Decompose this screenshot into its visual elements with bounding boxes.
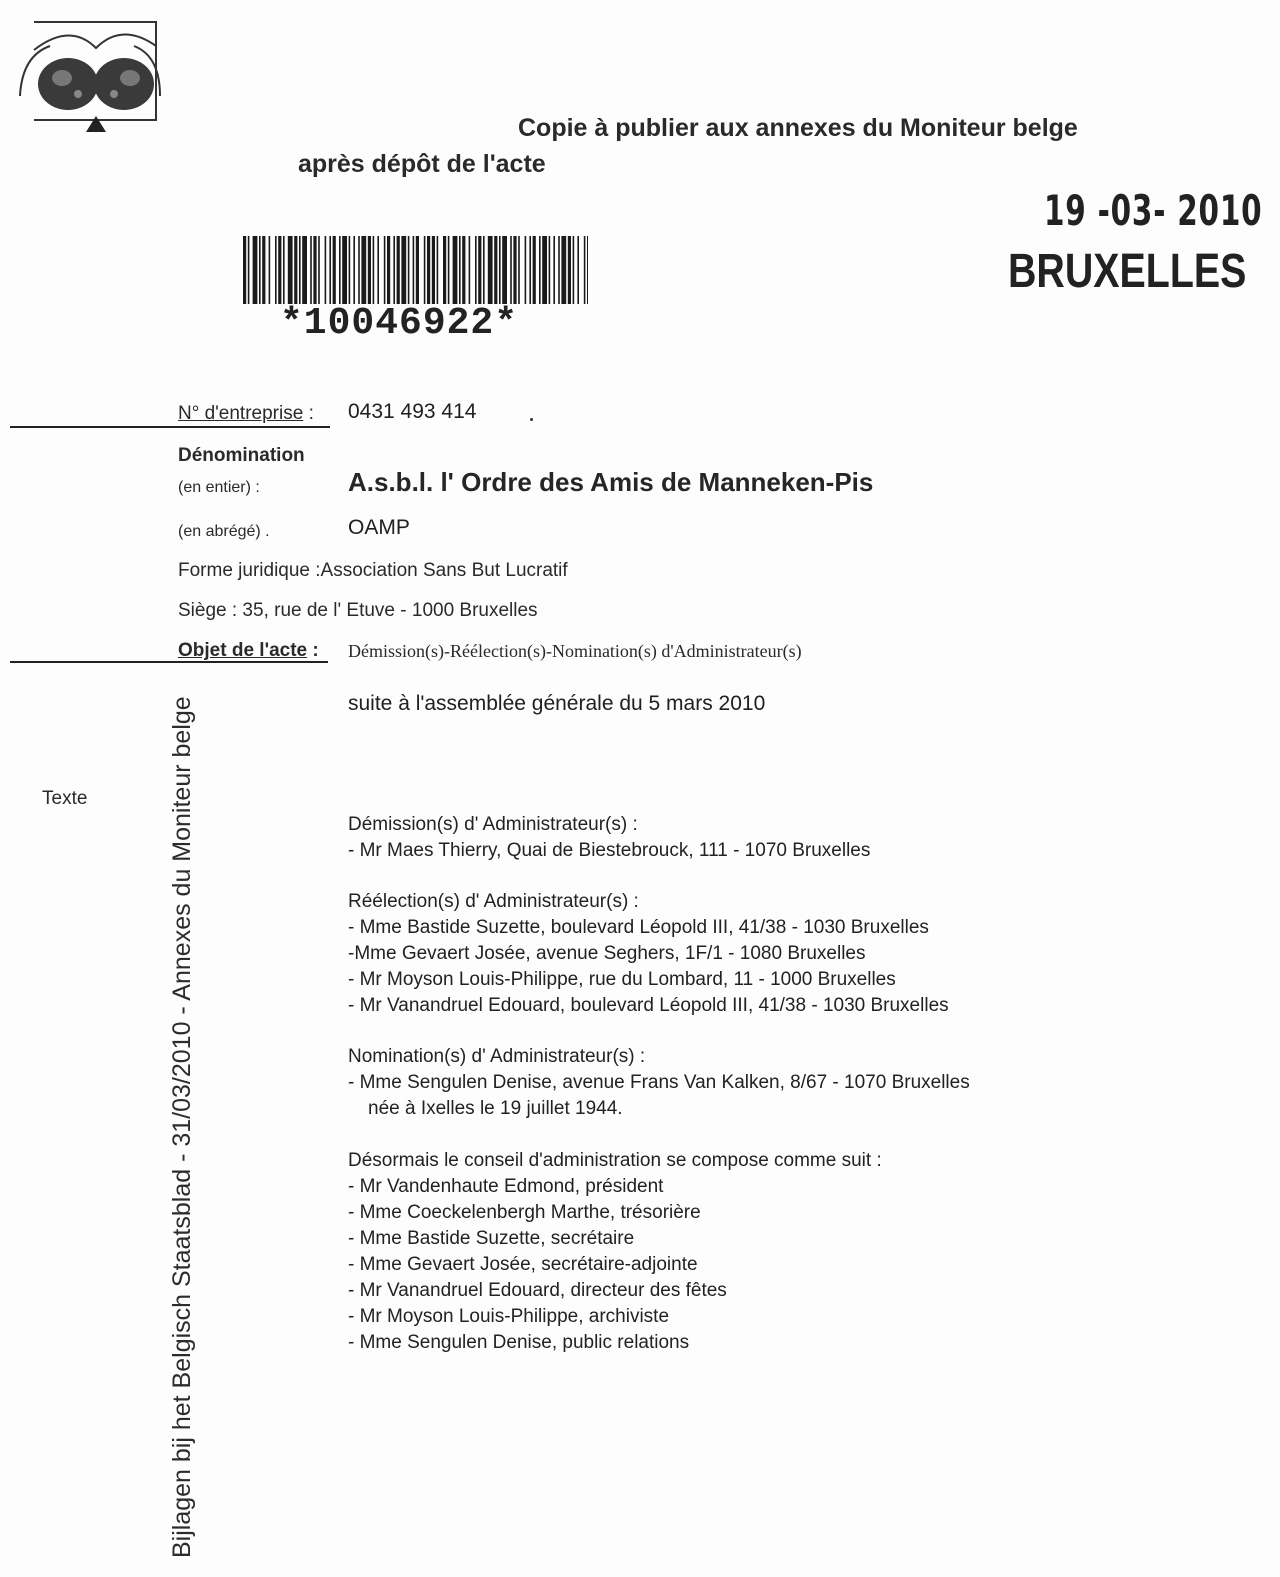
barcode-bar <box>513 236 516 304</box>
barcode-bar <box>462 236 465 304</box>
barcode-bar <box>325 236 327 304</box>
header-line-2: après dépôt de l'acte <box>298 150 546 178</box>
barcode-bar <box>518 236 520 304</box>
list-item: - Mr Vandenhaute Edmond, président <box>348 1176 664 1197</box>
barcode-bar <box>558 236 560 304</box>
list-item: - Mme Sengulen Denise, public relations <box>348 1332 690 1353</box>
list-item: -Mme Gevaert Josée, avenue Seghers, 1F/1 - 1080 Bruxelles <box>348 943 866 964</box>
barcode-bar <box>288 236 293 304</box>
barcode-bar <box>275 236 277 304</box>
barcode-bar <box>318 236 320 304</box>
barcode-bar <box>437 236 439 304</box>
moniteur-logo <box>10 16 170 136</box>
barcode-bar <box>443 236 446 304</box>
full-name-value: A.s.b.l. l' Ordre des Amis de Manneken-Pis <box>348 467 874 497</box>
barcode-bar <box>313 236 316 304</box>
barcode-bar <box>377 236 379 304</box>
board-heading: Désormais le conseil d'administration se compose comme suit : <box>348 1150 882 1171</box>
resignation-heading: Démission(s) d' Administrateur(s) : <box>348 814 638 835</box>
stamp-city: BRUXELLES <box>1008 245 1247 298</box>
list-item: - Mme Sengulen Denise, avenue Frans Van Kalken, 8/67 - 1070 Bruxelles <box>348 1072 970 1093</box>
denomination-label: Dénomination <box>178 445 305 466</box>
margin-vertical-text: Bijlagen bij het Belgisch Staatsblad - 31/03/2010 - Annexes du Moniteur belge <box>168 696 196 1558</box>
barcode-bar <box>353 236 355 304</box>
board-section <box>348 1148 882 1356</box>
barcode-bar <box>448 236 450 304</box>
list-item: - Mr Moyson Louis-Philippe, archiviste <box>348 1306 670 1327</box>
barcode-bar <box>243 236 246 304</box>
barcode-bar <box>248 236 250 304</box>
barcode-bar <box>349 236 351 304</box>
list-item: - Mme Bastide Suzette, secrétaire <box>348 1228 635 1249</box>
barcode-bar <box>269 236 271 304</box>
barcode-bar <box>397 236 400 304</box>
barcode-bar <box>253 236 258 304</box>
barcode-bar <box>573 236 575 304</box>
barcode-bar <box>393 236 395 304</box>
barcode-bar <box>294 236 297 304</box>
barcode-bar <box>533 236 536 304</box>
barcode-bar <box>424 236 426 304</box>
barcode-bar <box>283 236 285 304</box>
barcode-bar <box>416 236 419 304</box>
barcode-bar <box>427 236 430 304</box>
barcode-bar <box>339 236 341 304</box>
list-item: - Mr Maes Thierry, Quai de Biestebrouck, 111 - 1070 Bruxelles <box>348 840 871 861</box>
reelection-heading: Réélection(s) d' Administrateur(s) : <box>348 891 639 912</box>
barcode-bar <box>459 236 461 304</box>
barcode-bar <box>488 236 493 304</box>
barcode-bar <box>469 236 471 304</box>
barcode-bar <box>358 236 360 304</box>
stamp-date: 19 -03- 2010 <box>1044 186 1263 235</box>
barcode-bar <box>384 236 386 304</box>
stray-dot <box>530 418 533 421</box>
deed-object-value: Démission(s)-Réélection(s)-Nomination(s) d'Administrateur(s) <box>348 641 802 661</box>
barcode-bar <box>549 236 551 304</box>
barcode-bar <box>542 236 547 304</box>
barcode-bar <box>329 236 331 304</box>
barcode <box>243 236 588 304</box>
barcode-bar <box>262 236 265 304</box>
barcode-bar <box>401 236 406 304</box>
barcode-bar <box>387 236 390 304</box>
barcode-bar <box>510 236 512 304</box>
assembly-intro: suite à l'assemblée générale du 5 mars 2010 <box>348 692 766 715</box>
separator-line-top <box>10 426 330 428</box>
barcode-bar <box>577 236 579 304</box>
barcode-bar <box>584 236 586 304</box>
list-item: - Mr Vanandruel Edouard, directeur des fêtes <box>348 1280 727 1301</box>
short-name-label: (en abrégé) . <box>178 523 270 540</box>
barcode-bar <box>302 236 307 304</box>
texte-label: Texte <box>42 788 88 809</box>
reelection-section <box>348 889 949 1019</box>
barcode-bar <box>299 236 301 304</box>
list-item-continuation: née à Ixelles le 19 juillet 1944. <box>368 1098 623 1119</box>
list-item: - Mme Gevaert Josée, secrétaire-adjointe <box>348 1254 698 1275</box>
list-item: - Mr Vanandruel Edouard, boulevard Léopold III, 41/38 - 1030 Bruxelles <box>348 995 949 1016</box>
enterprise-number-value: 0431 493 414 <box>348 400 477 423</box>
barcode-bar <box>368 236 371 304</box>
deed-object-label: Objet de l'acte : <box>178 640 319 661</box>
barcode-number: *10046922* <box>280 302 519 345</box>
barcode-bar <box>494 236 497 304</box>
barcode-bar <box>539 236 541 304</box>
barcode-bar <box>568 236 571 304</box>
nomination-section <box>348 1044 970 1122</box>
barcode-bar <box>432 236 435 304</box>
barcode-bar <box>310 236 312 304</box>
list-item: - Mme Coeckelenbergh Marthe, trésorière <box>348 1202 701 1223</box>
registered-seat: Siège : 35, rue de l' Etuve - 1000 Bruxelles <box>178 600 538 621</box>
barcode-bar <box>361 236 366 304</box>
short-name-value: OAMP <box>348 516 410 539</box>
barcode-bar <box>373 236 375 304</box>
legal-form: Forme juridique :Association Sans But Lucratif <box>178 560 568 581</box>
barcode-bar <box>413 236 415 304</box>
barcode-bar <box>529 236 531 304</box>
barcode-bar <box>587 236 588 304</box>
barcode-bar <box>475 236 477 304</box>
barcode-bar <box>478 236 481 304</box>
barcode-bar <box>342 236 347 304</box>
barcode-bar <box>408 236 410 304</box>
list-item: - Mr Moyson Louis-Philippe, rue du Lombard, 11 - 1000 Bruxelles <box>348 969 896 990</box>
barcode-bar <box>525 236 527 304</box>
full-name-label: (en entier) : <box>178 479 260 496</box>
header-line-1: Copie à publier aux annexes du Moniteur belge <box>518 114 1078 142</box>
barcode-bar <box>259 236 261 304</box>
barcode-bar <box>483 236 485 304</box>
barcode-bar <box>553 236 555 304</box>
barcode-bar <box>499 236 501 304</box>
enterprise-number-label: N° d'entreprise : <box>178 403 314 424</box>
nomination-heading: Nomination(s) d' Administrateur(s) : <box>348 1046 646 1067</box>
barcode-bar <box>453 236 458 304</box>
barcode-bar <box>333 236 336 304</box>
barcode-bar <box>502 236 507 304</box>
barcode-bar <box>278 236 281 304</box>
list-item: - Mme Bastide Suzette, boulevard Léopold III, 41/38 - 1030 Bruxelles <box>348 917 929 938</box>
resignation-section <box>348 812 870 864</box>
barcode-bar <box>561 236 566 304</box>
